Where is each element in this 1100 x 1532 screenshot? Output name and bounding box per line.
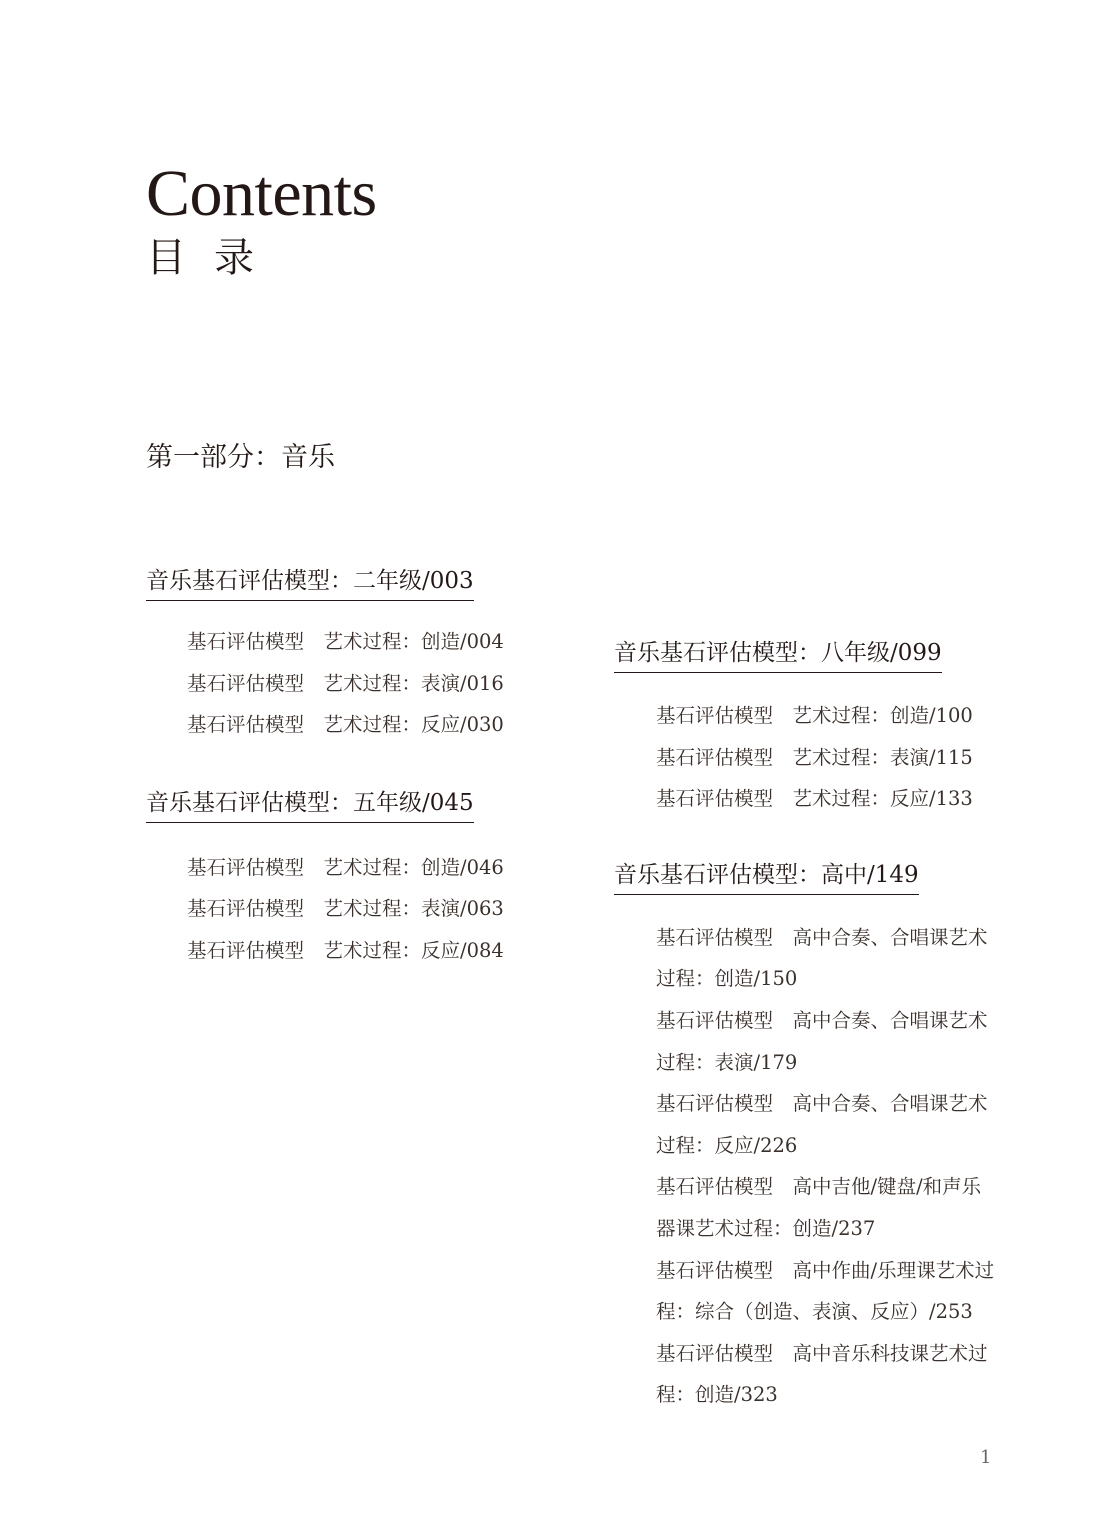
toc-entry[interactable]: 基石评估模型 艺术过程：反应/030: [187, 713, 504, 737]
toc-entry[interactable]: 基石评估模型 高中合奏、合唱课艺术过程：创造/150: [656, 925, 988, 991]
toc-entry[interactable]: 基石评估模型 艺术过程：创造/100: [656, 704, 973, 727]
part-title: 第一部分：音乐: [146, 442, 335, 473]
toc-entry[interactable]: 基石评估模型 艺术过程：反应/084: [187, 938, 504, 962]
toc-section-grade-2: [146, 562, 586, 746]
toc-item-list: [146, 621, 586, 746]
toc-entry[interactable]: 基石评估模型 艺术过程：表演/016: [187, 671, 504, 695]
toc-section-high-school: [614, 856, 1014, 1416]
contents-title-chinese: 目录: [146, 235, 282, 281]
toc-section-grade-8: [614, 634, 1014, 820]
toc-entry[interactable]: 基石评估模型 艺术过程：反应/133: [656, 787, 973, 811]
toc-right-column: [614, 634, 1014, 1452]
toc-item-list: [614, 695, 1014, 820]
toc-item-list: [146, 847, 586, 972]
toc-entry[interactable]: 基石评估模型 高中合奏、合唱课艺术过程：反应/226: [656, 1092, 988, 1157]
section-heading[interactable]: 音乐基石评估模型：五年级/045: [146, 784, 474, 823]
section-heading[interactable]: 音乐基石评估模型：二年级/003: [146, 562, 474, 601]
toc-entry[interactable]: 基石评估模型 艺术过程：创造/004: [187, 630, 504, 653]
toc-item-list: [614, 917, 1014, 1416]
toc-left-column: [146, 562, 586, 1010]
toc-entry[interactable]: 基石评估模型 高中音乐科技课艺术过程：创造/323: [656, 1341, 988, 1407]
toc-entry[interactable]: 基石评估模型 高中作曲/乐理课艺术过程：综合（创造、表演、反应）/253: [656, 1258, 995, 1324]
section-heading[interactable]: 音乐基石评估模型：八年级/099: [614, 634, 942, 673]
contents-title: Contents: [146, 157, 377, 230]
toc-entry[interactable]: 基石评估模型 艺术过程：创造/046: [187, 855, 504, 879]
toc-entry[interactable]: 基石评估模型 高中吉他/键盘/和声乐器课艺术过程：创造/237: [656, 1175, 982, 1240]
toc-section-grade-5: [146, 784, 586, 972]
toc-entry[interactable]: 基石评估模型 艺术过程：表演/063: [187, 897, 504, 921]
section-heading[interactable]: 音乐基石评估模型：高中/149: [614, 856, 919, 895]
toc-entry[interactable]: 基石评估模型 艺术过程：表演/115: [656, 745, 973, 769]
page-number: 1: [980, 1447, 992, 1468]
toc-entry[interactable]: 基石评估模型 高中合奏、合唱课艺术过程：表演/179: [656, 1008, 988, 1074]
